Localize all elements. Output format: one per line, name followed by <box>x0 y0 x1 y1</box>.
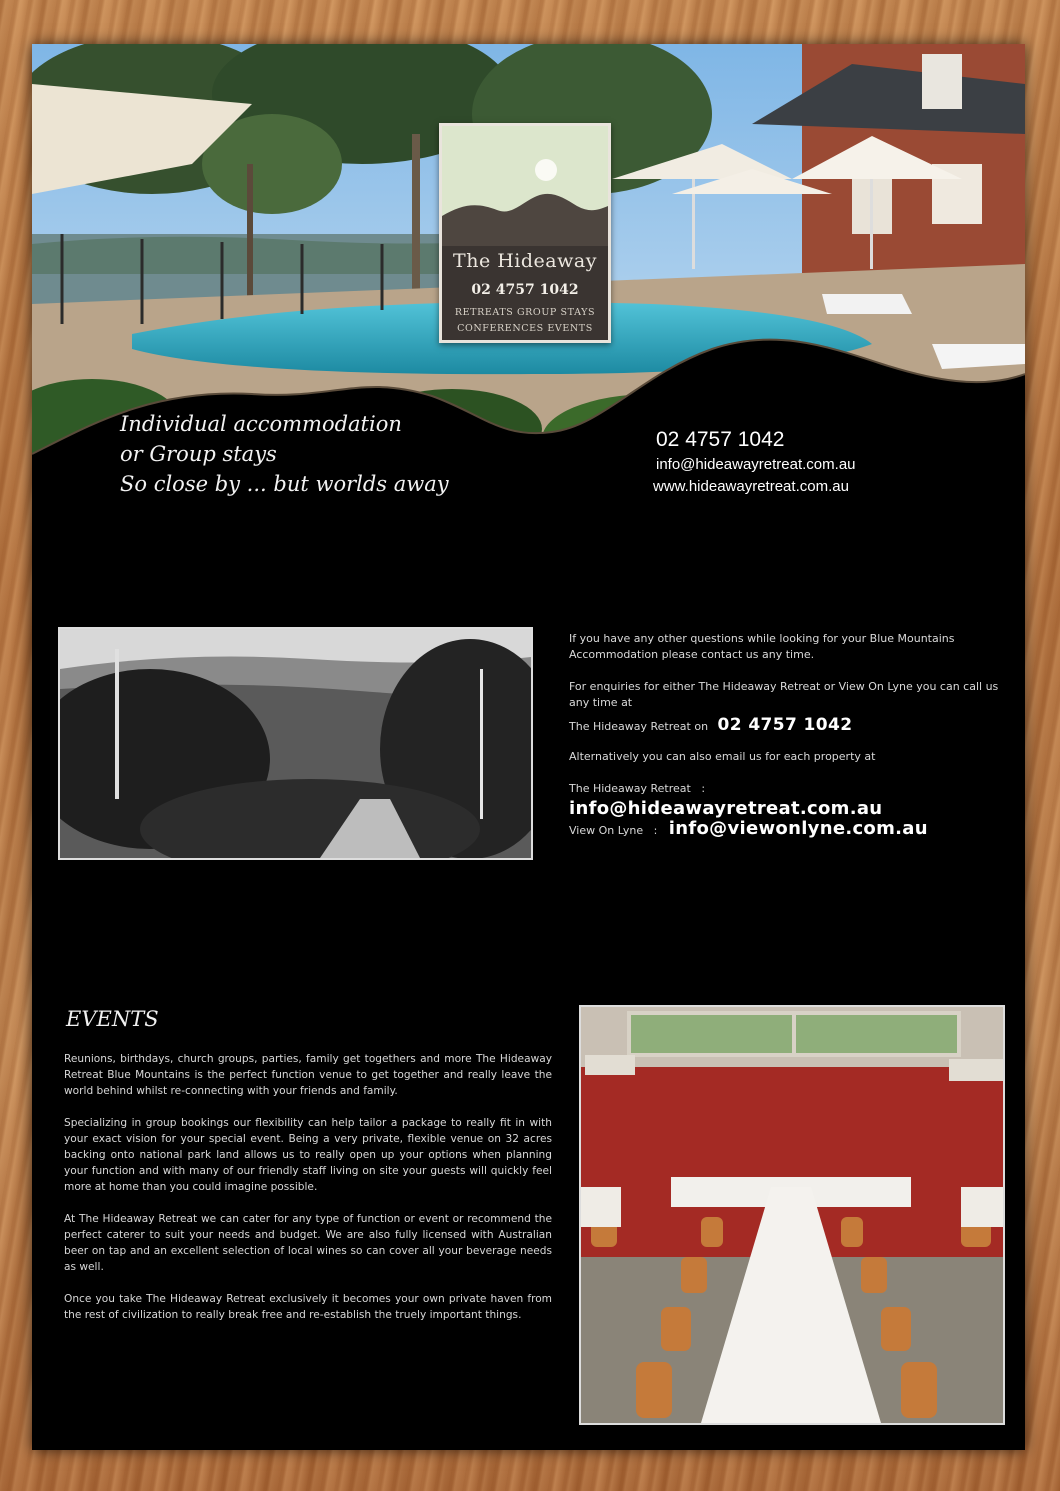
enquiry-phone-row <box>569 717 999 735</box>
bushland-photo <box>58 627 533 860</box>
enquiry-intro: If you have any other questions while looking for your Blue Mountains Accommodation please contact us any time. <box>569 632 955 661</box>
hideaway-logo-sign <box>439 123 611 343</box>
tagline-line-2: or Group stays <box>120 442 277 466</box>
events-body <box>64 1051 552 1339</box>
logo-name: The Hideaway <box>453 250 597 272</box>
enquiry-phone-label: The Hideaway Retreat on <box>569 720 709 733</box>
logo-mountain-icon <box>442 126 608 246</box>
enquiry-section <box>569 631 999 839</box>
logo-phone: 02 4757 1042 <box>471 282 579 298</box>
enquiry-email-intro: Alternatively you can also email us for each property at <box>569 750 876 763</box>
events-paragraph: Once you take The Hideaway Retreat exclusively it becomes your own private haven from the rest of civilization to really break free and re-establish the truely important things. <box>64 1293 552 1321</box>
hero-phone[interactable]: 02 4757 1042 <box>656 428 785 451</box>
hideaway-email-label: The Hideaway Retreat : <box>569 782 706 795</box>
lyne-email-link[interactable]: info@viewonlyne.com.au <box>668 818 928 839</box>
events-paragraph: Reunions, birthdays, church groups, parties, family get togethers and more The Hideaway Retreat Blue Mountains is the perfect function venue to get together and really leave the world behind whilst re-connecting with your friends and family. <box>64 1053 552 1097</box>
events-paragraph: At The Hideaway Retreat we can cater for any type of function or event or recommend the perfect caterer to suit your needs and budget. We are also fully licensed with Australian beer on tap and an excellent selection of local wines so can cover all your beverage needs as well. <box>64 1213 552 1273</box>
events-paragraph: Specializing in group bookings our flexibility can help tailor a package to really fit in with your exact vision for your special event. Being a very private, flexible venue on 32 acres backing onto national park land allows us to really open up your options when planning your function and with many of our friendly staff living on site your guests will quickly feel more at home than you could imagine possible. <box>64 1117 552 1193</box>
hero-website-link[interactable]: www.hideawayretreat.com.au <box>653 478 849 495</box>
hero-email-link[interactable]: info@hideawayretreat.com.au <box>656 456 856 473</box>
hero-contact <box>653 427 856 498</box>
lyne-email-row <box>569 818 999 839</box>
hideaway-email-link[interactable]: info@hideawayretreat.com.au <box>569 798 883 819</box>
enquiry-phone[interactable]: 02 4757 1042 <box>717 715 853 735</box>
events-heading: EVENTS <box>66 1007 159 1031</box>
tagline-line-3: So close by ... but worlds away <box>120 472 449 496</box>
logo-services-line-1: RETREATS GROUP STAYS <box>454 307 596 318</box>
brochure-sheet <box>32 44 1025 1450</box>
function-room-photo <box>579 1005 1005 1425</box>
tagline-line-1: Individual accommodation <box>120 412 402 436</box>
hero-tagline <box>120 409 449 499</box>
logo-services-line-2: CONFERENCES EVENTS <box>457 323 593 334</box>
enquiry-call-text: For enquiries for either The Hideaway Retreat or View On Lyne you can call us any time at <box>569 680 999 709</box>
lyne-email-label: View On Lyne : <box>569 824 658 837</box>
